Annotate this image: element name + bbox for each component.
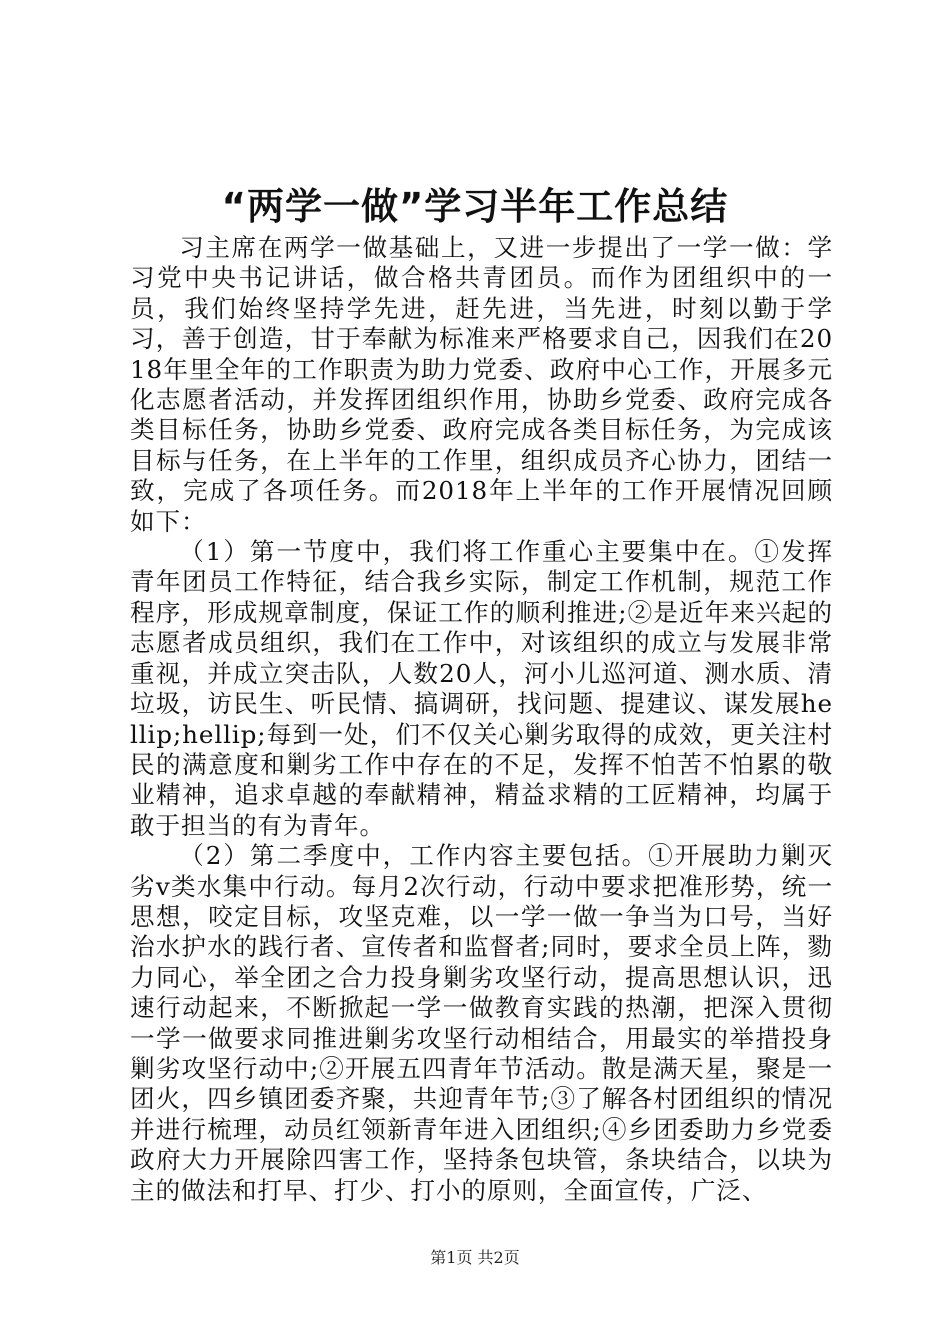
paragraph-first-quarter: （1）第一节度中，我们将工作重心主要集中在。①发挥青年团员工作特征，结合我乡实际，制定工作机制，规范工作程序，形成规章制度，保证工作的顺利推进;②是近年来兴起的志愿者成员组织，我们在工作中，对该组织的成立与发展非常重视，并成立突击队，人数20人，河小儿巡河道、测水质、清垃圾，访民生、听民情、搞调研，找问题、提建议、谋发展hellip;hellip;每到一处，们不仅关心剿劣取得的成效，更关注村民的满意度和剿劣工作中存在的不足，发挥不怕苦不怕累的敬业精神，追求卓越的奉献精神，精益求精的工匠精神，均属于敢于担当的有为青年。 — [130, 537, 833, 840]
paragraph-second-quarter: （2）第二季度中，工作内容主要包括。①开展助力剿灭劣v类水集中行动。每月2次行动，行动中要求把准形势，统一思想，咬定目标，攻坚克难，以一学一做一争当为口号，当好治水护水的践行者、宣传者和监督者;同时，要求全员上阵，勠力同心，举全团之合力投身剿劣攻坚行动，提高思想认识，迅速行动起来，不断掀起一学一做教育实践的热潮，把深入贯彻一学一做要求同推进剿劣攻坚行动相结合，用最实的举措投身剿劣攻坚行动中;②开展五四青年节活动。散是满天星，聚是一团火，四乡镇团委齐聚，共迎青年节;③了解各村团组织的情况并进行梳理，动员红领新青年进入团组织;④乡团委助力乡党委政府大力开展除四害工作，坚持条包块管，条块结合，以块为主的做法和打早、打少、打小的原则，全面宣传，广泛、 — [130, 841, 833, 1205]
paragraph-intro: 习主席在两学一做基础上，又进一步提出了一学一做：学习党中央书记讲话，做合格共青团员。而作为团组织中的一员，我们始终坚持学先进，赶先进，当先进，时刻以勤于学习，善于创造，甘于奉献为标准来严格要求自己，因我们在2018年里全年的工作职责为助力党委、政府中心工作，开展多元化志愿者活动，并发挥团组织作用，协助乡党委、政府完成各类目标任务，协助乡党委、政府完成各类目标任务，为完成该目标与任务，在上半年的工作里，组织成员齐心协力，团结一致，完成了各项任务。而2018年上半年的工作开展情况回顾如下： — [130, 233, 833, 536]
document-title: “两学一做”学习半年工作总结 — [221, 185, 729, 228]
document-body — [130, 233, 833, 1206]
page-footer: 第1页 共2页 — [430, 1248, 520, 1267]
